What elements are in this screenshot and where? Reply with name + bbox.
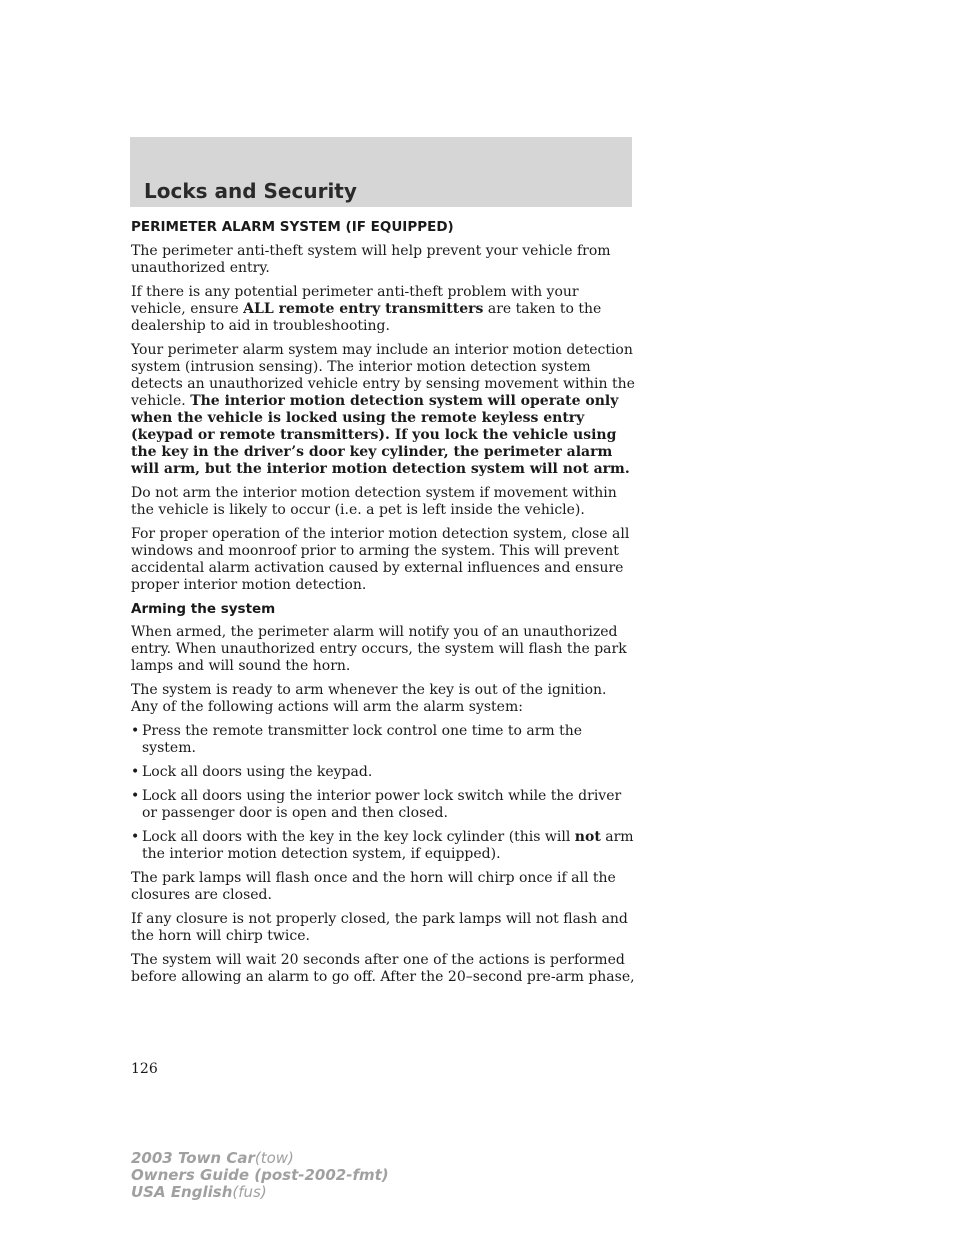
- page-content: [131, 219, 636, 993]
- list-item: [131, 829, 636, 863]
- footer-language-code: (fus): [232, 1183, 267, 1201]
- footer-model: 2003 Town Car: [131, 1149, 255, 1167]
- bullet-icon: •: [131, 788, 140, 804]
- bullet-icon: •: [131, 723, 140, 739]
- paragraph-armed-notify: When armed, the perimeter alarm will notify you of an unauthorized entry. When unauthorized entry occurs, the system will flash the park lamps and will sound the horn.: [131, 624, 627, 674]
- footer-line: [131, 1150, 389, 1167]
- document-footer: [131, 1150, 389, 1201]
- paragraph-ready-to-arm: The system is ready to arm whenever the key is out of the ignition. Any of the following actions will arm the alarm system:: [131, 682, 607, 715]
- list-item: [131, 723, 636, 757]
- list-item-text: arm the interior motion detection system, if equipped).: [142, 829, 634, 862]
- paragraph-motion-detection: [131, 342, 636, 478]
- bullet-icon: •: [131, 764, 140, 780]
- footer-guide: Owners Guide (post-2002-fmt): [131, 1166, 389, 1184]
- bullet-icon: •: [131, 829, 140, 845]
- text-segment: If there is any potential perimeter anti-theft problem with your vehicle, ensure: [131, 284, 579, 317]
- paragraph-troubleshooting: [131, 284, 636, 335]
- list-item-text: Press the remote transmitter lock control one time to arm the system.: [142, 723, 583, 756]
- arming-actions-list: [131, 723, 636, 863]
- emphasis-not: not: [574, 829, 601, 845]
- text-segment: Your perimeter alarm system may include an interior motion detection system (intrusion sensing). The interior motion detection system detects an unauthorized vehicle entry by sensing movement within the vehicle.: [131, 342, 635, 409]
- section-heading: PERIMETER ALARM SYSTEM (IF EQUIPPED): [131, 219, 454, 235]
- paragraph-proper-operation: For proper operation of the interior motion detection system, close all windows and moonroof prior to arming the system. This will prevent accidental alarm activation caused by external influences and ensure proper interior motion detection.: [131, 526, 630, 593]
- arming-heading: Arming the system: [131, 601, 276, 617]
- chapter-title: Locks and Security: [144, 179, 357, 203]
- footer-line: [131, 1184, 389, 1201]
- text-segment: are taken to the dealership to aid in troubleshooting.: [131, 301, 602, 334]
- paragraph-lamps-flash: The park lamps will flash once and the horn will chirp once if all the closures are closed.: [131, 870, 616, 903]
- footer-language: USA English: [131, 1183, 233, 1201]
- paragraph-intro: The perimeter anti-theft system will help prevent your vehicle from unauthorized entry.: [131, 243, 611, 276]
- footer-line: [131, 1167, 389, 1184]
- list-item-text: Lock all doors with the key in the key lock cylinder (this will: [142, 829, 571, 845]
- list-item: [131, 764, 636, 781]
- page-number: 126: [131, 1061, 158, 1077]
- footer-model-code: (tow): [254, 1149, 294, 1167]
- paragraph-pet-warning: Do not arm the interior motion detection system if movement within the vehicle is likely to occur (i.e. a pet is left inside the vehicle).: [131, 485, 617, 518]
- list-item-text: Lock all doors using the interior power lock switch while the driver or passenger door is open and then closed.: [142, 788, 622, 821]
- paragraph-pre-arm: The system will wait 20 seconds after one of the actions is performed before allowing an alarm to go off. After the 20–second pre-arm phase,: [131, 952, 635, 985]
- list-item-text: Lock all doors using the keypad.: [142, 764, 373, 780]
- list-item: [131, 788, 636, 822]
- paragraph-closure-not-closed: If any closure is not properly closed, the park lamps will not flash and the horn will chirp twice.: [131, 911, 628, 944]
- emphasis-transmitters: ALL remote entry transmitters: [243, 301, 484, 317]
- emphasis-motion-warning: The interior motion detection system will operate only when the vehicle is locked using the remote keyless entry (keypad or remote transmitters). If you lock the vehicle using the key in the driver’s door key cylinder, the perimeter alarm will arm, but the interior motion detection system will not arm.: [131, 393, 630, 477]
- section-header-band: [130, 137, 632, 207]
